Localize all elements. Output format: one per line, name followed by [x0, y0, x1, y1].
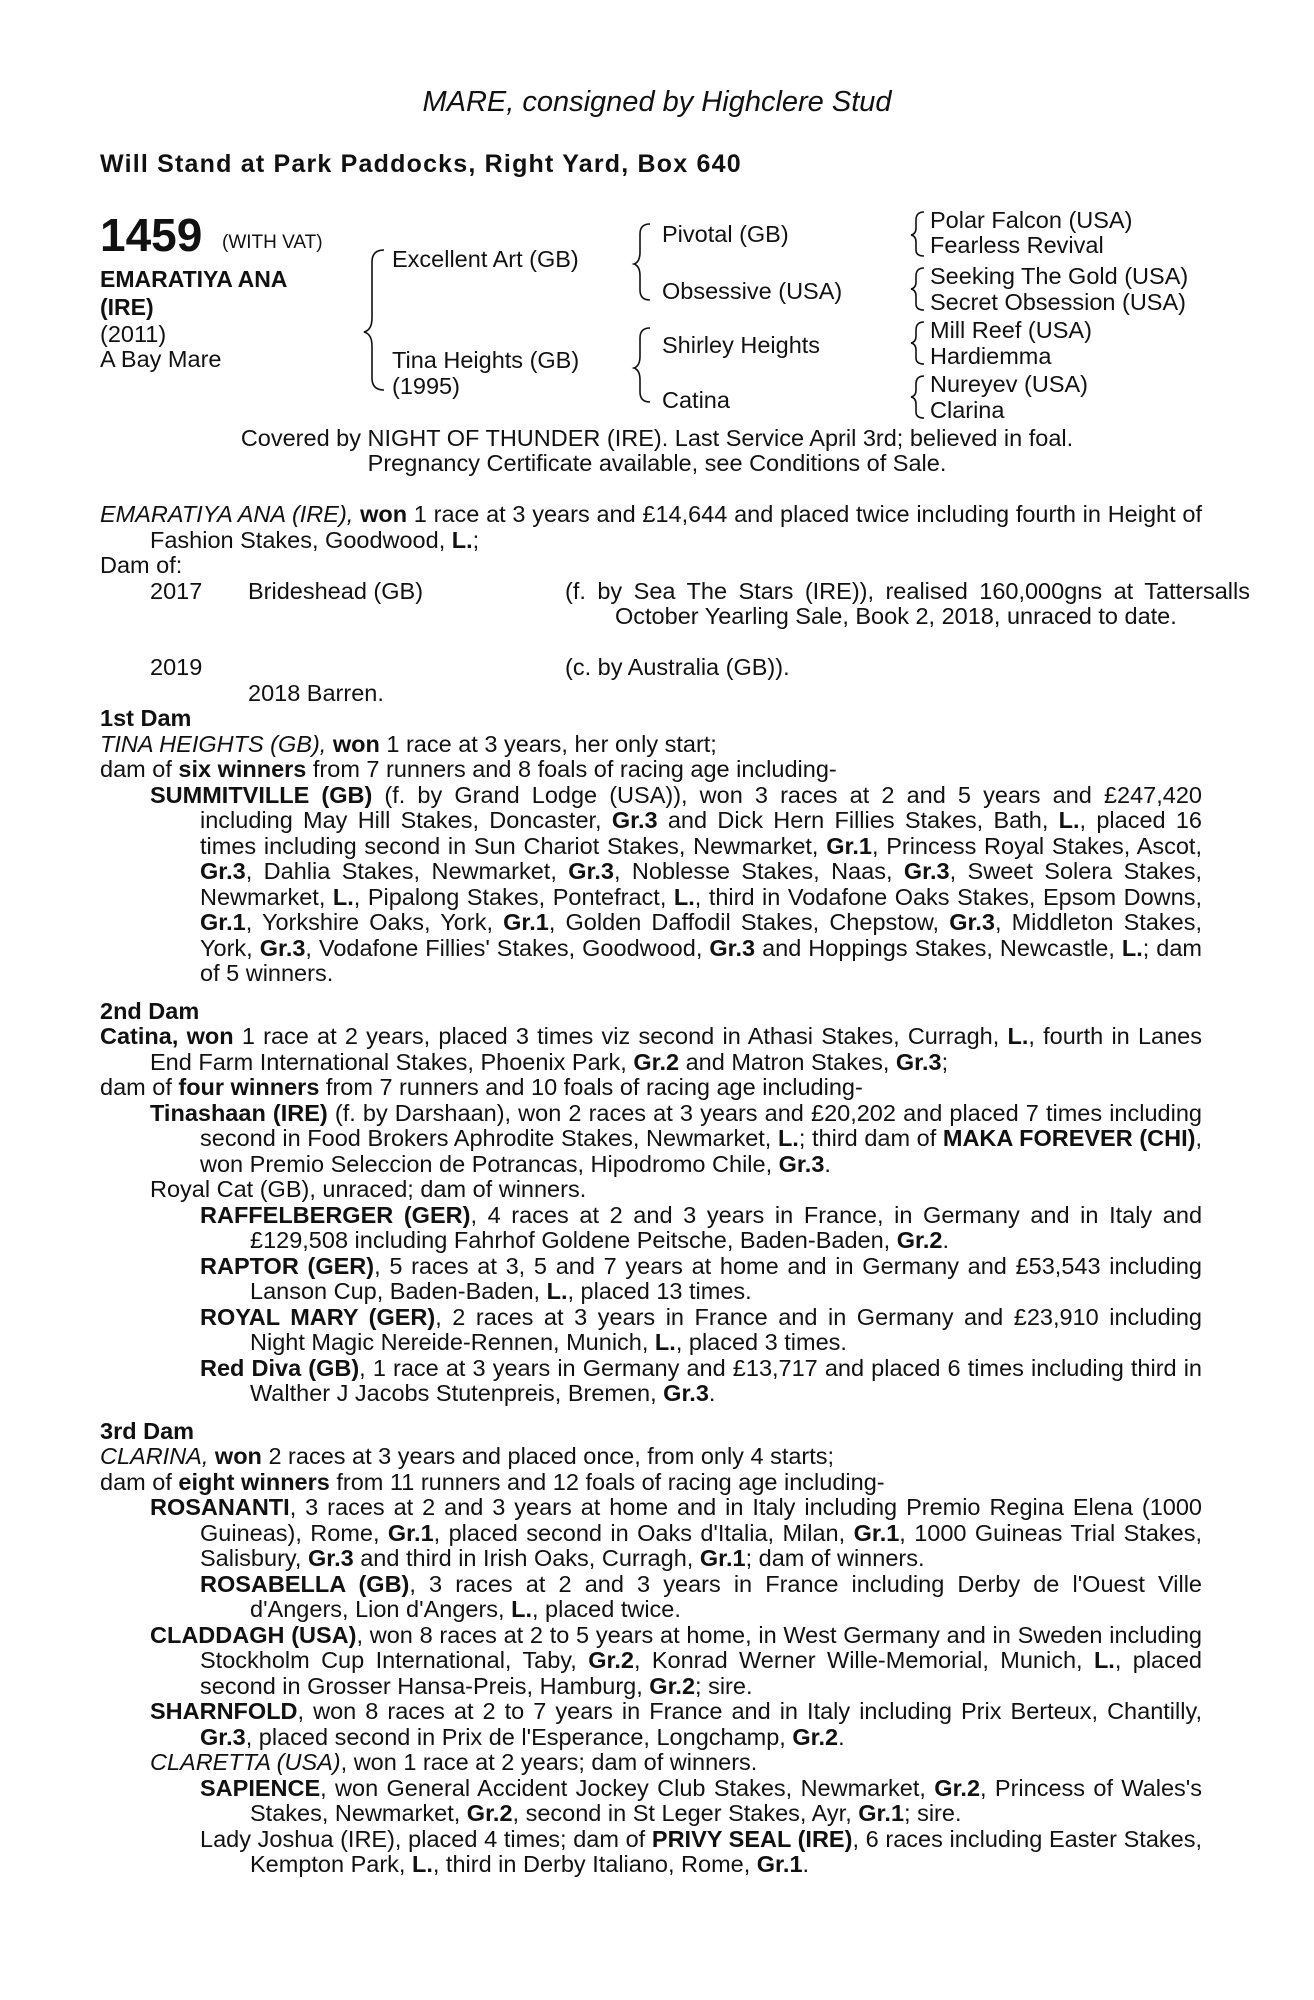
pedigree-sds: Seeking The Gold (USA)	[930, 263, 1189, 289]
grade: Gr.1	[200, 909, 246, 935]
grade: L.	[332, 883, 354, 910]
pedigree-ddd: Clarina	[930, 397, 1005, 423]
text: , won 1 race at 2 years; dam of winners.	[340, 1749, 758, 1775]
horse-name: MAKA FOREVER (CHI)	[942, 1125, 1196, 1151]
horse-name: ROSABELLA (GB)	[200, 1570, 410, 1597]
grade: Gr.3	[307, 1545, 354, 1571]
intro-text: 1 race at 3 years and £14,644 and placed twice including fourth in Height of Fashion Stakes, Goodwood,	[150, 501, 1202, 553]
grade: Gr.3	[778, 1150, 825, 1177]
text: , Princess of Wales's Stakes, Newmarket,	[250, 1774, 1202, 1826]
text: , Yorkshire Oaks, York,	[245, 909, 504, 935]
pedigree-dam-dam: Catina	[662, 387, 730, 413]
tinashaan-entry	[100, 1101, 1202, 1178]
grade: Gr.3	[200, 858, 246, 884]
horse-name: SUMMITVILLE (GB)	[150, 781, 373, 808]
won-label: won	[332, 730, 380, 757]
progeny-2017	[100, 577, 1250, 629]
grade: Gr.3	[949, 909, 995, 935]
stand-location: Will Stand at Park Paddocks, Right Yard, Box 640	[100, 150, 742, 178]
intro-name: EMARATIYA ANA (IRE),	[100, 501, 354, 527]
grade: L.	[1121, 934, 1143, 961]
grade: Gr.3	[259, 934, 306, 961]
pedigree-sdd: Secret Obsession (USA)	[930, 289, 1186, 315]
second-dam-damof	[100, 1075, 1202, 1101]
horse-name: ROYAL MARY (GER)	[200, 1303, 436, 1330]
text: ; dam of 5 winners.	[200, 934, 1202, 986]
grade: Gr.1	[826, 832, 872, 859]
royal-cat-entry: Royal Cat (GB), unraced; dam of winners.	[150, 1176, 587, 1202]
text: , won 8 races at 2 to 7 years in France and in Italy including Prix Berteux, Chantilly,	[297, 1698, 1202, 1724]
progeny-year: 2019	[150, 654, 203, 680]
second-dam-line	[100, 1024, 1202, 1075]
grade: L.	[1007, 1023, 1029, 1049]
text: dam of	[100, 1074, 179, 1100]
horse-name: CLARETTA (USA)	[150, 1749, 341, 1775]
grade: L.	[1093, 1647, 1115, 1673]
red-diva-entry	[100, 1356, 1202, 1407]
first-dam-heading: 1st Dam	[100, 705, 192, 731]
text: 2 races at 3 years and placed once, from only 4 starts;	[261, 1443, 835, 1469]
horse-year: (2011)	[100, 321, 167, 347]
text: , 2 races at 3 years in France and in Germany and £23,910 including Night Magic Nereide-Rennen, Munich,	[250, 1303, 1202, 1355]
pedigree-dds: Nureyev (USA)	[930, 371, 1089, 397]
text: , won 8 races at 2 to 5 years at home, in West Germany and in Sweden including Stockholm Cup International, Taby,	[200, 1621, 1202, 1673]
text: , second in St Leger Stakes, Ayr,	[512, 1800, 859, 1826]
text: , Konrad Werner Wille-Memorial, Munich,	[633, 1647, 1094, 1673]
text: , Noblesse Stakes, Naas,	[613, 858, 904, 884]
grade: L.	[673, 883, 695, 910]
grade: Gr.1	[699, 1545, 746, 1571]
grade: Gr.2	[633, 1048, 680, 1075]
horse-name: Tinashaan (IRE)	[150, 1099, 328, 1126]
rosananti-entry	[100, 1495, 1202, 1572]
text: .	[802, 1851, 810, 1877]
horse-name-line2: (IRE)	[100, 294, 154, 320]
grade: Gr.2	[934, 1774, 981, 1801]
grade: Gr.2	[466, 1800, 513, 1826]
grade: L.	[777, 1125, 799, 1151]
text: ;	[941, 1048, 949, 1075]
winners-count: six winners	[178, 756, 307, 782]
third-dam-line	[100, 1444, 1202, 1470]
text: , won Premio Seleccion de Potrancas, Hipodromo Chile,	[200, 1125, 1202, 1177]
pedigree-sire-sire: Pivotal (GB)	[662, 221, 789, 247]
text: , placed second in Grosser Hansa-Preis, Hamburg,	[200, 1647, 1203, 1699]
text: from 11 runners and 12 foals of racing age including-	[329, 1468, 885, 1495]
text: ; sire.	[904, 1800, 962, 1826]
text: , placed second in Oaks d'Italia, Milan,	[433, 1519, 854, 1546]
text: (f. by Grand Lodge (USA)), won 3 races at 2 and 5 years and £247,420 including May Hill Stakes, Doncaster,	[200, 781, 1202, 833]
second-dam-name: Catina,	[100, 1023, 179, 1049]
text: .	[708, 1380, 716, 1406]
pedigree-dam-year: (1995)	[392, 373, 460, 399]
text: , third in Vodafone Oaks Stakes, Epsom Downs,	[694, 883, 1202, 910]
horse-name: SAPIENCE	[200, 1774, 321, 1801]
punct: ;	[472, 526, 480, 553]
grade: Gr.2	[896, 1227, 943, 1253]
horse-name-line1: EMARATIYA ANA	[100, 266, 288, 292]
rosabella-entry	[100, 1572, 1202, 1623]
pedigree-sss: Polar Falcon (USA)	[930, 207, 1133, 233]
first-dam-line	[100, 732, 1202, 758]
text: ; third dam of	[798, 1125, 943, 1151]
text: from 7 runners and 8 foals of racing age including-	[306, 756, 837, 782]
grade: L.	[411, 1851, 433, 1877]
text: .	[942, 1227, 949, 1253]
text: , placed 3 times.	[675, 1329, 847, 1355]
first-dam-damof	[100, 757, 1202, 783]
grade: Gr.3	[611, 807, 658, 833]
grade: Gr.1	[853, 1519, 900, 1546]
text: 1 race at 2 years, placed 3 times viz second in Athasi Stakes, Curragh,	[233, 1023, 1008, 1049]
won-label: won	[214, 1443, 262, 1469]
pregnancy-line: Pregnancy Certificate available, see Conditions of Sale.	[367, 450, 947, 476]
grade: Gr.3	[663, 1380, 709, 1406]
first-dam-text: 1 race at 3 years, her only start;	[379, 730, 717, 757]
text: , won General Accident Jockey Club Stakes, Newmarket,	[320, 1774, 935, 1801]
text: and third in Irish Oaks, Curragh,	[353, 1545, 700, 1571]
horse-name: RAPTOR (GER)	[200, 1252, 375, 1279]
pedigree-ssd: Fearless Revival	[930, 232, 1104, 258]
grade: Gr.3	[200, 1723, 246, 1750]
second-dam-heading: 2nd Dam	[100, 997, 200, 1024]
text: and Matron Stakes,	[679, 1048, 896, 1075]
raptor-entry	[100, 1254, 1202, 1305]
raffelberger-entry	[100, 1203, 1202, 1254]
text: , placed second in Prix de l'Esperance, Longchamp,	[245, 1723, 793, 1750]
grade: Gr.3	[709, 934, 756, 961]
text: , Middleton Stakes, York,	[200, 909, 1203, 961]
pedigree-dsd: Hardiemma	[930, 343, 1052, 369]
progeny-barren	[100, 681, 1202, 707]
text: ; sire.	[695, 1672, 753, 1699]
won-label: won	[360, 501, 408, 527]
third-dam-heading: 3rd Dam	[100, 1417, 195, 1444]
text: and Hoppings Stakes, Newcastle,	[755, 934, 1122, 961]
horse-name: RAFFELBERGER (GER)	[200, 1201, 471, 1228]
text: , 4 races at 2 and 3 years in France, in Germany and in Italy and £129,508 including Fahrhof Goldene Peitsche, Baden-Baden,	[250, 1201, 1203, 1253]
grade: Gr.2	[649, 1672, 696, 1699]
royal-mary-entry	[100, 1305, 1202, 1356]
text: .	[838, 1723, 845, 1750]
progeny-2019	[100, 655, 1202, 681]
text: , Sweet Solera Stakes, Newmarket,	[200, 858, 1202, 910]
text: , 3 races at 2 and 3 years in France including Derby de l'Ouest Ville d'Angers, Lion d'Angers,	[250, 1570, 1202, 1622]
third-dam-damof	[100, 1470, 1202, 1496]
text: , 5 races at 3, 5 and 7 years at home and in Germany and £53,543 including Lanson Cup, Baden-Baden,	[250, 1252, 1202, 1304]
text: , 3 races at 2 and 3 years at home and in Italy including Premio Regina Elena (1000 Guineas), Rome,	[200, 1494, 1202, 1546]
summitville-entry	[100, 783, 1202, 987]
lot-vat: (WITH VAT)	[222, 232, 323, 253]
grade: L.	[451, 526, 473, 553]
horse-name: ROSANANTI	[150, 1494, 290, 1520]
pedigree-sire-dam: Obsessive (USA)	[662, 278, 843, 304]
text: from 7 runners and 10 foals of racing age including-	[319, 1074, 863, 1100]
grade: Gr.2	[792, 1723, 839, 1750]
dam-of-label: Dam of:	[100, 552, 183, 578]
pedigree-dam: Tina Heights (GB)	[392, 347, 580, 373]
sapience-entry	[100, 1776, 1202, 1827]
text: ; dam of winners.	[745, 1545, 925, 1571]
horse-name: CLADDAGH (USA)	[150, 1621, 357, 1648]
text: (f. by Darshaan), won 2 races at 3 years and £20,202 and placed 7 times including second in Food Brokers Aphrodite Stakes, Newmarket,	[200, 1099, 1202, 1151]
grade: L.	[654, 1329, 676, 1355]
page-title: MARE, consigned by Highclere Stud	[422, 86, 892, 118]
grade: Gr.3	[895, 1048, 942, 1075]
horse-name: SHARNFOLD	[150, 1698, 298, 1724]
sharnfold-entry	[100, 1699, 1202, 1750]
grade: L.	[546, 1278, 568, 1304]
grade: Gr.2	[588, 1647, 634, 1673]
barren-note: 2018 Barren.	[248, 679, 384, 706]
claddagh-entry	[100, 1623, 1202, 1700]
horse-name: Red Diva (GB)	[200, 1354, 360, 1381]
progeny-year: 2017	[150, 577, 203, 604]
grade: Gr.3	[568, 858, 614, 884]
text: , Dahlia Stakes, Newmarket,	[245, 858, 569, 884]
text: and Dick Hern Fillies Stakes, Bath,	[657, 807, 1059, 833]
text: , placed 16 times including second in Sun Chariot Stakes, Newmarket,	[200, 807, 1202, 859]
covered-line: Covered by NIGHT OF THUNDER (IRE). Last Service April 3rd; believed in foal.	[240, 425, 1074, 451]
claretta-entry	[100, 1750, 1202, 1776]
text: dam of	[100, 756, 179, 782]
grade: Gr.1	[756, 1851, 803, 1877]
grade: Gr.1	[387, 1519, 434, 1546]
text: , 1000 Guineas Trial Stakes, Salisbury,	[200, 1519, 1203, 1571]
pedigree-sire: Excellent Art (GB)	[392, 246, 579, 272]
progeny-info: (c. by Australia (GB)).	[565, 654, 790, 680]
grade: L.	[1058, 807, 1080, 833]
text: Lady Joshua (IRE), placed 4 times; dam of	[200, 1825, 652, 1852]
lot-number: 1459	[100, 209, 203, 261]
progeny-name: Brideshead (GB)	[248, 577, 424, 604]
grade: Gr.3	[903, 858, 950, 884]
progeny-info: (f. by Sea The Stars (IRE)), realised 160,000gns at Tattersalls October Yearling Sale, Book 2, 2018, unraced to date.	[565, 577, 1250, 629]
text: , third in Derby Italiano, Rome,	[432, 1851, 757, 1877]
text: , Pipalong Stakes, Pontefract,	[353, 883, 674, 910]
first-dam-name: TINA HEIGHTS (GB),	[100, 730, 327, 757]
text: .	[824, 1150, 831, 1177]
text: , Vodafone Fillies' Stakes, Goodwood,	[305, 934, 710, 961]
text: , fourth in Lanes End Farm International Stakes, Phoenix Park,	[150, 1023, 1202, 1075]
won-label: won	[186, 1023, 234, 1049]
catalogue-body	[100, 501, 1250, 1878]
text: , placed 13 times.	[567, 1278, 752, 1304]
grade: Gr.1	[858, 1800, 905, 1826]
horse-description: A Bay Mare	[100, 346, 222, 372]
text: , Princess Royal Stakes, Ascot,	[871, 832, 1202, 859]
text: , Golden Daffodil Stakes, Chepstow,	[548, 909, 950, 935]
text: , 6 races including Easter Stakes, Kempton Park,	[250, 1825, 1202, 1877]
third-dam-name: CLARINA,	[100, 1443, 209, 1469]
grade: L.	[511, 1596, 532, 1622]
horse-name: PRIVY SEAL (IRE)	[651, 1825, 853, 1852]
pedigree-dam-sire: Shirley Heights	[662, 332, 821, 358]
winners-count: four winners	[178, 1074, 320, 1100]
grade: Gr.1	[503, 909, 549, 935]
winners-count: eight winners	[178, 1468, 330, 1495]
text: , placed twice.	[532, 1596, 681, 1622]
text: , 1 race at 3 years in Germany and £13,717 and placed 6 times including third in Walther J Jacobs Stutenpreis, Bremen,	[250, 1354, 1202, 1406]
intro-paragraph	[100, 502, 1202, 553]
text: dam of	[100, 1468, 179, 1495]
pedigree-dss: Mill Reef (USA)	[930, 317, 1092, 343]
lady-joshua-entry	[100, 1827, 1202, 1878]
